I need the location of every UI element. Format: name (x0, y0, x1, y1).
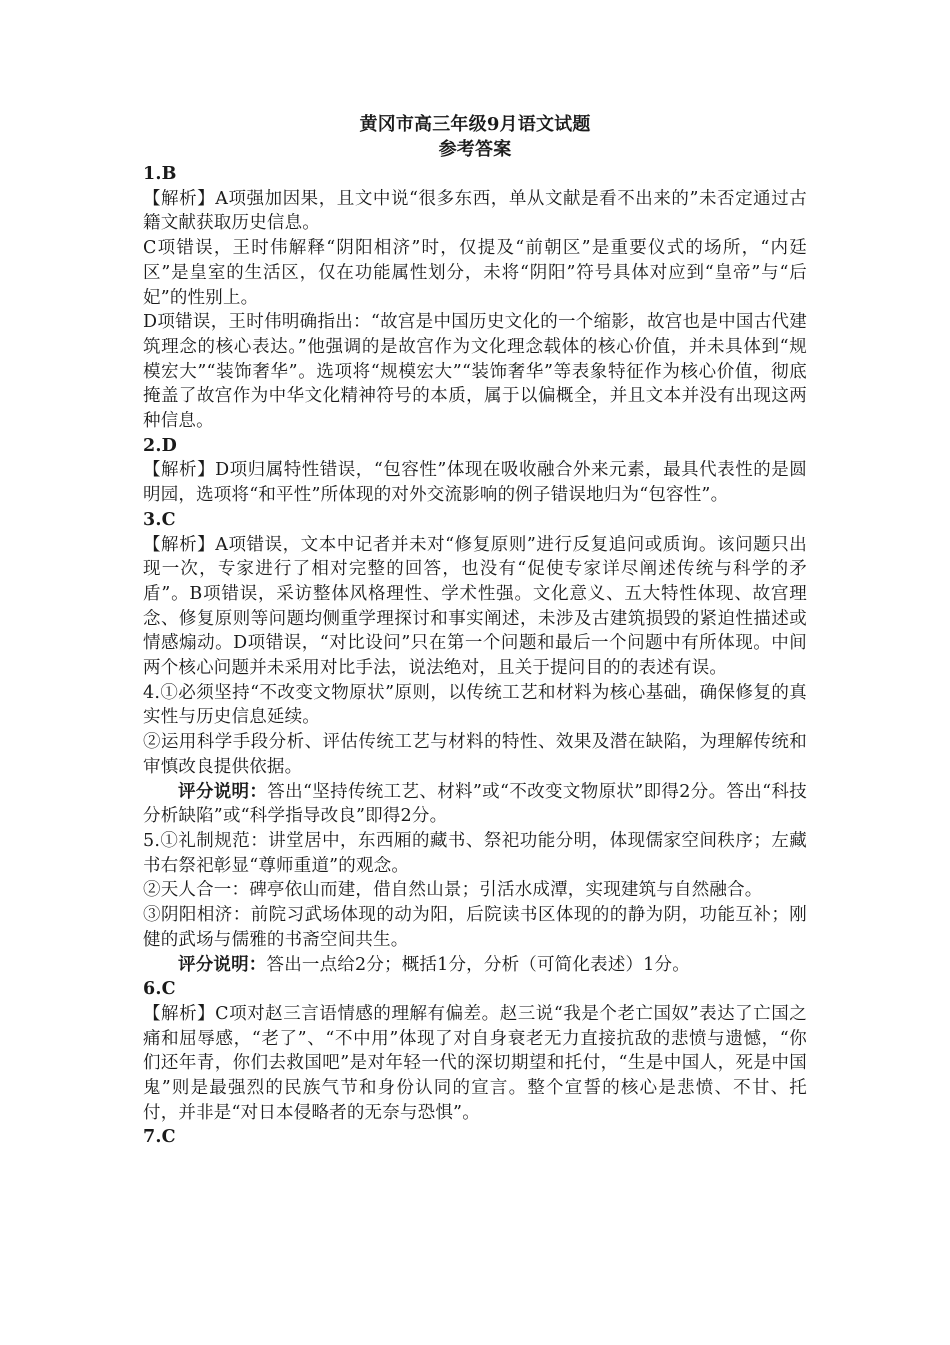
q4-scoring-label: 评分说明： (178, 781, 268, 802)
q5-point-1: 5.①礼制规范：讲堂居中，东西厢的藏书、祭祀功能分明，体现儒家空间秩序；左藏书右祭祀彰显“尊师重道”的观念。 (143, 830, 807, 876)
q5-point-2: ②天人合一：碑亭依山而建，借自然山景；引活水成潭，实现建筑与自然融合。 (143, 880, 763, 901)
q5-scoring (143, 953, 807, 978)
q5-scoring-label: 评分说明： (178, 954, 267, 975)
q5-scoring-text: 答出一点给2分；概括1分，分析（可简化表述）1分。 (266, 954, 690, 975)
page-subtitle: 参考答案 (438, 139, 512, 160)
q7-answer: 7.C (143, 1127, 176, 1148)
answer-document (143, 112, 807, 1150)
q4-point-2: ②运用科学手段分析、评估传统工艺与材料的特性、效果及潜在缺陷，为理解传统和审慎改良提供依据。 (143, 732, 807, 777)
page-title: 黄冈市高三年级9月语文试题 (359, 114, 591, 135)
q6-analysis: 【解析】C项对赵三言语情感的理解有偏差。赵三说“我是个老亡国奴”表达了亡国之痛和屈辱感，“老了”、“不中用”体现了对自身衰老无力直接抗敌的悲愤与遗憾，“你们还年青，你们去救国吧”是对年轻一代的深切期望和托付，“生是中国人，死是中国鬼”则是最强烈的民族气节和身份认同的宣言。整个宣誓的核心是悲愤、不甘、托付，并非是“对日本侵略者的无奈与恐惧”。 (143, 1003, 807, 1123)
q3-analysis: 【解析】A项错误，文本中记者并未对“修复原则”进行反复追问或质询。该问题只出现一次，专家进行了相对完整的回答，也没有“促使专家详尽阐述传统与科学的矛盾”。B项错误，采访整体风格理性、学术性强。文化意义、五大特性体现、故宫理念、修复原则等问题均侧重学理探讨和事实阐述，未涉及古建筑损毁的紧迫性描述或情感煽动。D项错误，“对比设问”只在第一个问题和最后一个问题中有所体现。中间两个核心问题并未采用对比手法，说法绝对，且关于提问目的的表述有误。 (143, 534, 807, 679)
q5-point-3: ③阴阳相济：前院习武场体现的动为阳，后院读书区体现的的静为阴，功能互补；刚健的武场与儒雅的书斋空间共生。 (143, 905, 807, 950)
q1-analysis: 【解析】A项强加因果，且文中说“很多东西，单从文献是看不出来的”未否定通过古籍文献获取历史信息。 (143, 188, 807, 234)
q4-scoring (143, 780, 807, 829)
q2-analysis: 【解析】D项归属特性错误，“包容性”体现在吸收融合外来元素，最具代表性的是圆明园，选项将“和平性”所体现的对外交流影响的例子错误地归为“包容性”。 (143, 460, 807, 506)
q4-point-1: 4.①必须坚持“不改变文物原状”原则，以传统工艺和材料为核心基础，确保修复的真实性与历史信息延续。 (143, 682, 807, 728)
q2-answer: 2.D (143, 435, 178, 456)
q1-option-d: D项错误，王时伟明确指出：“故宫是中国历史文化的一个缩影，故宫也是中国古代建筑理念的核心表达。”他强调的是故宫作为文化理念载体的核心价值，并未具体到“规模宏大”“装饰奢华”。选项将“规模宏大”“装饰奢华”等表象特征作为核心价值，彻底掩盖了故宫作为中华文化精神符号的本质，属于以偏概全，并且文本并没有出现这两种信息。 (143, 312, 807, 432)
q1-option-c: C项错误，王时伟解释“阴阳相济”时，仅提及“前朝区”是重要仪式的场所，“内廷区”是皇室的生活区，仅在功能属性划分，未将“阴阳”符号具体对应到“皇帝”与“后妃”的性别上。 (143, 238, 807, 308)
q4-scoring-text: 答出“坚持传统工艺、材料”或“不改变文物原状”即得2分。答出“科技分析缺陷”或“科学指导改良”即得2分。 (143, 781, 807, 827)
q6-answer: 6.C (143, 979, 176, 1000)
q3-answer: 3.C (143, 509, 176, 530)
q1-answer: 1.B (143, 164, 177, 184)
